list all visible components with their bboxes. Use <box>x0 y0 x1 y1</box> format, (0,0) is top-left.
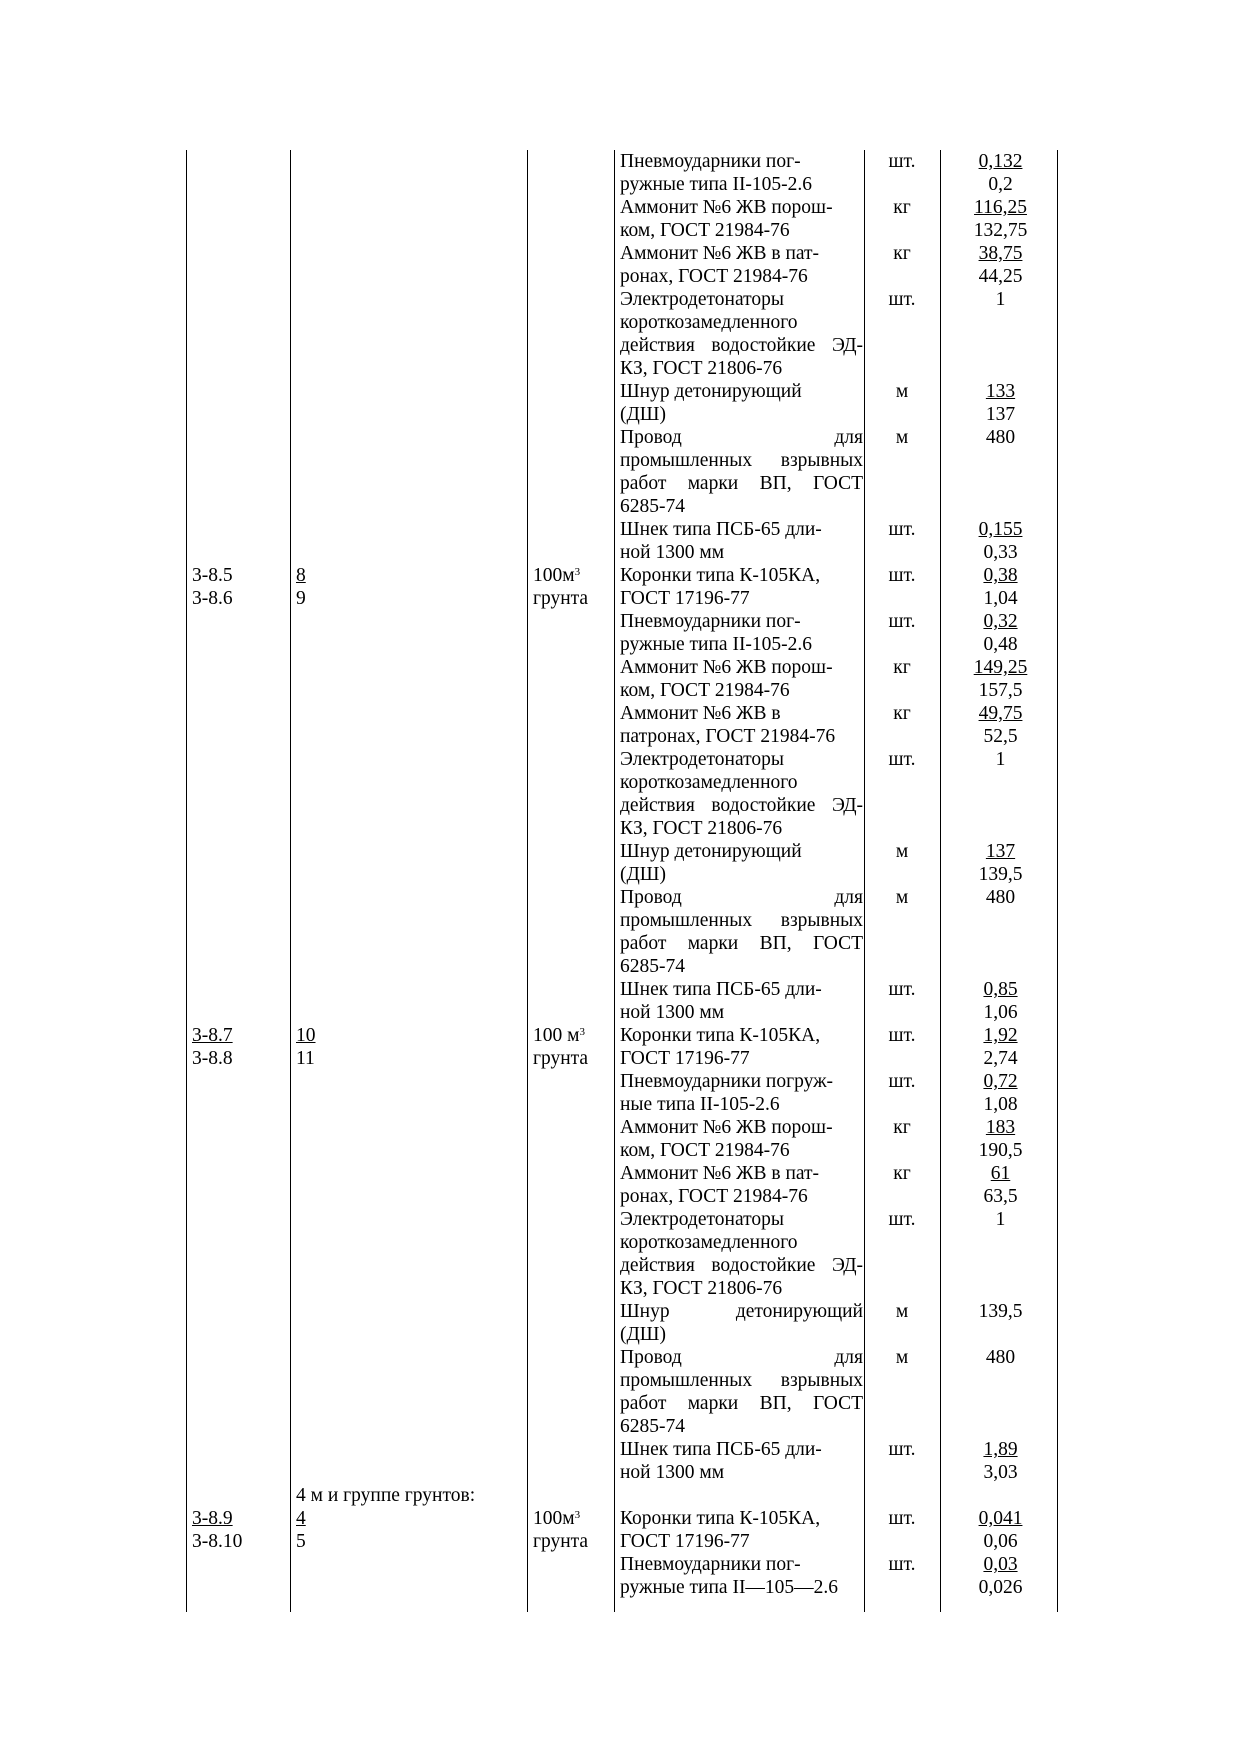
consumption-value: 139,5 <box>978 864 1023 885</box>
consumption-value: 480 <box>985 427 1016 448</box>
resource-number: 4 м и группе грунтов: <box>296 1485 476 1506</box>
table-row <box>0 978 1240 1001</box>
table-row <box>0 196 1240 219</box>
material-name: ной 1300 мм <box>620 1462 725 1483</box>
material-name: ные типа II-105-2.6 <box>620 1094 780 1115</box>
table-row <box>0 1116 1240 1139</box>
material-name: ГОСТ 17196-77 <box>620 1048 750 1069</box>
material-name: Провод для <box>620 427 863 448</box>
consumption-value: 49,75 <box>978 703 1023 724</box>
table-row <box>0 656 1240 679</box>
material-name: ронах, ГОСТ 21984-76 <box>620 266 808 287</box>
material-name: действия водостойкие ЭД- <box>620 1255 863 1276</box>
table-row <box>0 357 1240 380</box>
table-row <box>0 1162 1240 1185</box>
material-unit: кг <box>893 243 911 264</box>
norm-code: 3-8.9 <box>192 1508 233 1529</box>
consumption-value: 0,48 <box>983 634 1018 655</box>
material-unit: шт. <box>888 1025 916 1046</box>
material-name: Аммонит №6 ЖВ порош- <box>620 657 833 678</box>
table-row <box>0 1576 1240 1599</box>
consumption-value: 61 <box>990 1163 1011 1184</box>
table-row <box>0 334 1240 357</box>
table-row <box>0 495 1240 518</box>
unit-of-measure: грунта <box>533 1048 589 1069</box>
material-name: (ДШ) <box>620 404 666 425</box>
resource-number: 5 <box>296 1531 306 1552</box>
consumption-value: 0,38 <box>983 565 1018 586</box>
table-row <box>0 886 1240 909</box>
norm-code: 3-8.5 <box>192 565 233 586</box>
table-row <box>0 1507 1240 1530</box>
material-name: короткозамедленного <box>620 772 798 793</box>
material-name: ком, ГОСТ 21984-76 <box>620 220 790 241</box>
consumption-value: 183 <box>985 1117 1016 1138</box>
table-row <box>0 1093 1240 1116</box>
table-row <box>0 1484 1240 1507</box>
material-name: действия водостойкие ЭД- <box>620 335 863 356</box>
consumption-value: 0,33 <box>983 542 1018 563</box>
consumption-value: 1,89 <box>983 1439 1018 1460</box>
unit-of-measure <box>533 1024 585 1047</box>
material-unit: шт. <box>888 979 916 1000</box>
material-name: работ марки ВП, ГОСТ <box>620 933 863 954</box>
material-name: КЗ, ГОСТ 21806-76 <box>620 1278 783 1299</box>
consumption-value: 0,132 <box>978 151 1023 172</box>
norm-code: 3-8.6 <box>192 588 233 609</box>
table-row <box>0 265 1240 288</box>
table-row <box>0 794 1240 817</box>
table-row <box>0 173 1240 196</box>
resource-number: 8 <box>296 565 306 586</box>
material-name: Пневмоударники погруж- <box>620 1071 834 1092</box>
material-name: Пневмоударники пог- <box>620 1554 801 1575</box>
material-name: (ДШ) <box>620 1324 666 1345</box>
table-row <box>0 564 1240 587</box>
material-name: (ДШ) <box>620 864 666 885</box>
resource-number: 11 <box>296 1048 315 1069</box>
material-name: Пневмоударники пог- <box>620 611 801 632</box>
material-name: ГОСТ 17196-77 <box>620 588 750 609</box>
material-name: ружные типа II-105-2.6 <box>620 634 813 655</box>
table-row <box>0 1139 1240 1162</box>
table-row <box>0 909 1240 932</box>
material-unit: шт. <box>888 1554 916 1575</box>
norm-code: 3-8.7 <box>192 1025 233 1046</box>
material-name: ружные типа II-105-2.6 <box>620 174 813 195</box>
table-row <box>0 1392 1240 1415</box>
consumption-value: 38,75 <box>978 243 1023 264</box>
material-unit: кг <box>893 657 911 678</box>
consumption-value: 3,03 <box>983 1462 1018 1483</box>
material-name: работ марки ВП, ГОСТ <box>620 473 863 494</box>
material-unit: шт. <box>888 1209 916 1230</box>
consumption-value: 0,06 <box>983 1531 1018 1552</box>
consumption-value: 63,5 <box>983 1186 1018 1207</box>
material-name: Коронки типа К-105КА, <box>620 1025 821 1046</box>
table-row <box>0 1001 1240 1024</box>
table-row <box>0 702 1240 725</box>
material-name: Шнек типа ПСБ-65 дли- <box>620 979 822 1000</box>
unit-of-measure <box>533 1507 580 1530</box>
consumption-value: 480 <box>985 887 1016 908</box>
material-unit: шт. <box>888 1071 916 1092</box>
table-row <box>0 472 1240 495</box>
material-name: ронах, ГОСТ 21984-76 <box>620 1186 808 1207</box>
table-row <box>0 1047 1240 1070</box>
consumption-value: 149,25 <box>973 657 1028 678</box>
unit-of-measure: грунта <box>533 1531 589 1552</box>
material-unit: м <box>895 1347 909 1368</box>
table-row <box>0 288 1240 311</box>
consumption-value: 132,75 <box>973 220 1028 241</box>
material-name: Аммонит №6 ЖВ в <box>620 703 781 724</box>
consumption-value: 0,155 <box>978 519 1023 540</box>
material-name: ком, ГОСТ 21984-76 <box>620 680 790 701</box>
material-unit: шт. <box>888 611 916 632</box>
table-row <box>0 1461 1240 1484</box>
unit-base: 100 м <box>533 1025 580 1046</box>
table-row <box>0 863 1240 886</box>
material-name: ГОСТ 17196-77 <box>620 1531 750 1552</box>
table-row <box>0 541 1240 564</box>
material-name: Шнур детонирующий <box>620 381 802 402</box>
consumption-value: 44,25 <box>978 266 1023 287</box>
material-unit: шт. <box>888 1439 916 1460</box>
unit-of-measure: грунта <box>533 588 589 609</box>
table-row <box>0 1346 1240 1369</box>
material-unit: м <box>895 427 909 448</box>
material-name: Аммонит №6 ЖВ в пат- <box>620 1163 820 1184</box>
material-name: КЗ, ГОСТ 21806-76 <box>620 818 783 839</box>
table-row <box>0 610 1240 633</box>
table-row <box>0 817 1240 840</box>
table-row <box>0 1323 1240 1346</box>
material-unit: шт. <box>888 151 916 172</box>
consumption-value: 0,85 <box>983 979 1018 1000</box>
table-row <box>0 1415 1240 1438</box>
material-name: Аммонит №6 ЖВ в пат- <box>620 243 820 264</box>
table-row <box>0 587 1240 610</box>
material-name: Аммонит №6 ЖВ порош- <box>620 1117 833 1138</box>
table-row <box>0 1530 1240 1553</box>
material-name: Провод для <box>620 1347 863 1368</box>
consumption-value: 480 <box>985 1347 1016 1368</box>
material-name: Коронки типа К-105КА, <box>620 565 821 586</box>
table-row <box>0 449 1240 472</box>
consumption-value: 1,92 <box>983 1025 1018 1046</box>
material-name: Шнек типа ПСБ-65 дли- <box>620 1439 822 1460</box>
table-row <box>0 840 1240 863</box>
consumption-value: 0,03 <box>983 1554 1018 1575</box>
material-unit: шт. <box>888 1508 916 1529</box>
consumption-value: 137 <box>985 841 1016 862</box>
material-unit: шт. <box>888 565 916 586</box>
consumption-value: 52,5 <box>983 726 1018 747</box>
material-unit: шт. <box>888 749 916 770</box>
material-unit: м <box>895 841 909 862</box>
table-row <box>0 219 1240 242</box>
material-name: Аммонит №6 ЖВ порош- <box>620 197 833 218</box>
table-row <box>0 1185 1240 1208</box>
table-row <box>0 955 1240 978</box>
material-name: короткозамедленного <box>620 312 798 333</box>
table-row <box>0 1208 1240 1231</box>
material-unit: м <box>895 381 909 402</box>
table-row <box>0 1024 1240 1047</box>
norm-code: 3-8.10 <box>192 1531 243 1552</box>
material-name: Электродетонаторы <box>620 749 784 770</box>
material-unit: шт. <box>888 289 916 310</box>
consumption-value: 139,5 <box>978 1301 1023 1322</box>
material-name: ной 1300 мм <box>620 542 725 563</box>
material-unit: м <box>895 1301 909 1322</box>
table-row <box>0 242 1240 265</box>
material-name: ружные типа II—105—2.6 <box>620 1577 839 1598</box>
material-name: патронах, ГОСТ 21984-76 <box>620 726 836 747</box>
material-name: Электродетонаторы <box>620 289 784 310</box>
consumption-value: 0,2 <box>988 174 1013 195</box>
consumption-value: 157,5 <box>978 680 1023 701</box>
consumption-value: 190,5 <box>978 1140 1023 1161</box>
consumption-value: 0,026 <box>978 1577 1023 1598</box>
unit-exponent: 3 <box>579 1026 585 1038</box>
material-name: работ марки ВП, ГОСТ <box>620 1393 863 1414</box>
material-name: короткозамедленного <box>620 1232 798 1253</box>
table-row <box>0 1553 1240 1576</box>
table-row <box>0 633 1240 656</box>
table-row <box>0 679 1240 702</box>
unit-exponent: 3 <box>574 566 581 578</box>
material-name: 6285-74 <box>620 1416 685 1437</box>
table-row <box>0 403 1240 426</box>
table-row <box>0 1300 1240 1323</box>
table-row <box>0 748 1240 771</box>
table-row <box>0 1438 1240 1461</box>
material-name: Коронки типа К-105КА, <box>620 1508 821 1529</box>
resource-number: 10 <box>296 1025 316 1046</box>
unit-base: 100м <box>533 565 575 586</box>
material-name: действия водостойкие ЭД- <box>620 795 863 816</box>
material-name: промышленных взрывных <box>620 910 863 931</box>
table-row <box>0 1277 1240 1300</box>
consumption-value: 1,06 <box>983 1002 1018 1023</box>
material-unit: кг <box>893 703 911 724</box>
resource-number: 9 <box>296 588 306 609</box>
material-name: 6285-74 <box>620 956 685 977</box>
material-unit: кг <box>893 197 911 218</box>
consumption-value: 133 <box>985 381 1016 402</box>
table-row <box>0 380 1240 403</box>
unit-of-measure <box>533 564 580 587</box>
table-row <box>0 1070 1240 1093</box>
table-row <box>0 311 1240 334</box>
norm-code: 3-8.8 <box>192 1048 233 1069</box>
material-name: Провод для <box>620 887 863 908</box>
material-unit: шт. <box>888 519 916 540</box>
consumption-value: 1 <box>995 749 1006 770</box>
unit-base: 100м <box>533 1508 575 1529</box>
consumption-value: 0,32 <box>983 611 1018 632</box>
material-name: ной 1300 мм <box>620 1002 725 1023</box>
material-name: Шнек типа ПСБ-65 дли- <box>620 519 822 540</box>
material-unit: кг <box>893 1117 911 1138</box>
consumption-value: 116,25 <box>974 197 1027 218</box>
table-row <box>0 1254 1240 1277</box>
resource-number: 4 <box>296 1508 306 1529</box>
material-name: ком, ГОСТ 21984-76 <box>620 1140 790 1161</box>
consumption-value: 137 <box>985 404 1016 425</box>
material-name: промышленных взрывных <box>620 450 863 471</box>
material-name: Пневмоударники пог- <box>620 151 801 172</box>
consumption-value: 1,08 <box>983 1094 1018 1115</box>
table-row <box>0 725 1240 748</box>
consumption-value: 1 <box>995 1209 1006 1230</box>
unit-exponent: 3 <box>574 1509 581 1521</box>
table-row <box>0 932 1240 955</box>
material-unit: м <box>895 887 909 908</box>
table-row <box>0 426 1240 449</box>
material-name: КЗ, ГОСТ 21806-76 <box>620 358 783 379</box>
table-row <box>0 1231 1240 1254</box>
table-row <box>0 771 1240 794</box>
consumption-value: 1 <box>995 289 1006 310</box>
table-row <box>0 518 1240 541</box>
material-name: Шнур детонирующий <box>620 841 802 862</box>
consumption-value: 0,041 <box>978 1508 1023 1529</box>
table-row <box>0 150 1240 173</box>
consumption-value: 0,72 <box>983 1071 1018 1092</box>
material-unit: кг <box>893 1163 911 1184</box>
consumption-value: 2,74 <box>983 1048 1018 1069</box>
material-name: промышленных взрывных <box>620 1370 863 1391</box>
consumption-value: 1,04 <box>983 588 1018 609</box>
material-name: 6285-74 <box>620 496 685 517</box>
table-row <box>0 1369 1240 1392</box>
material-name: Электродетонаторы <box>620 1209 784 1230</box>
material-name: Шнур детонирующий <box>620 1301 863 1322</box>
